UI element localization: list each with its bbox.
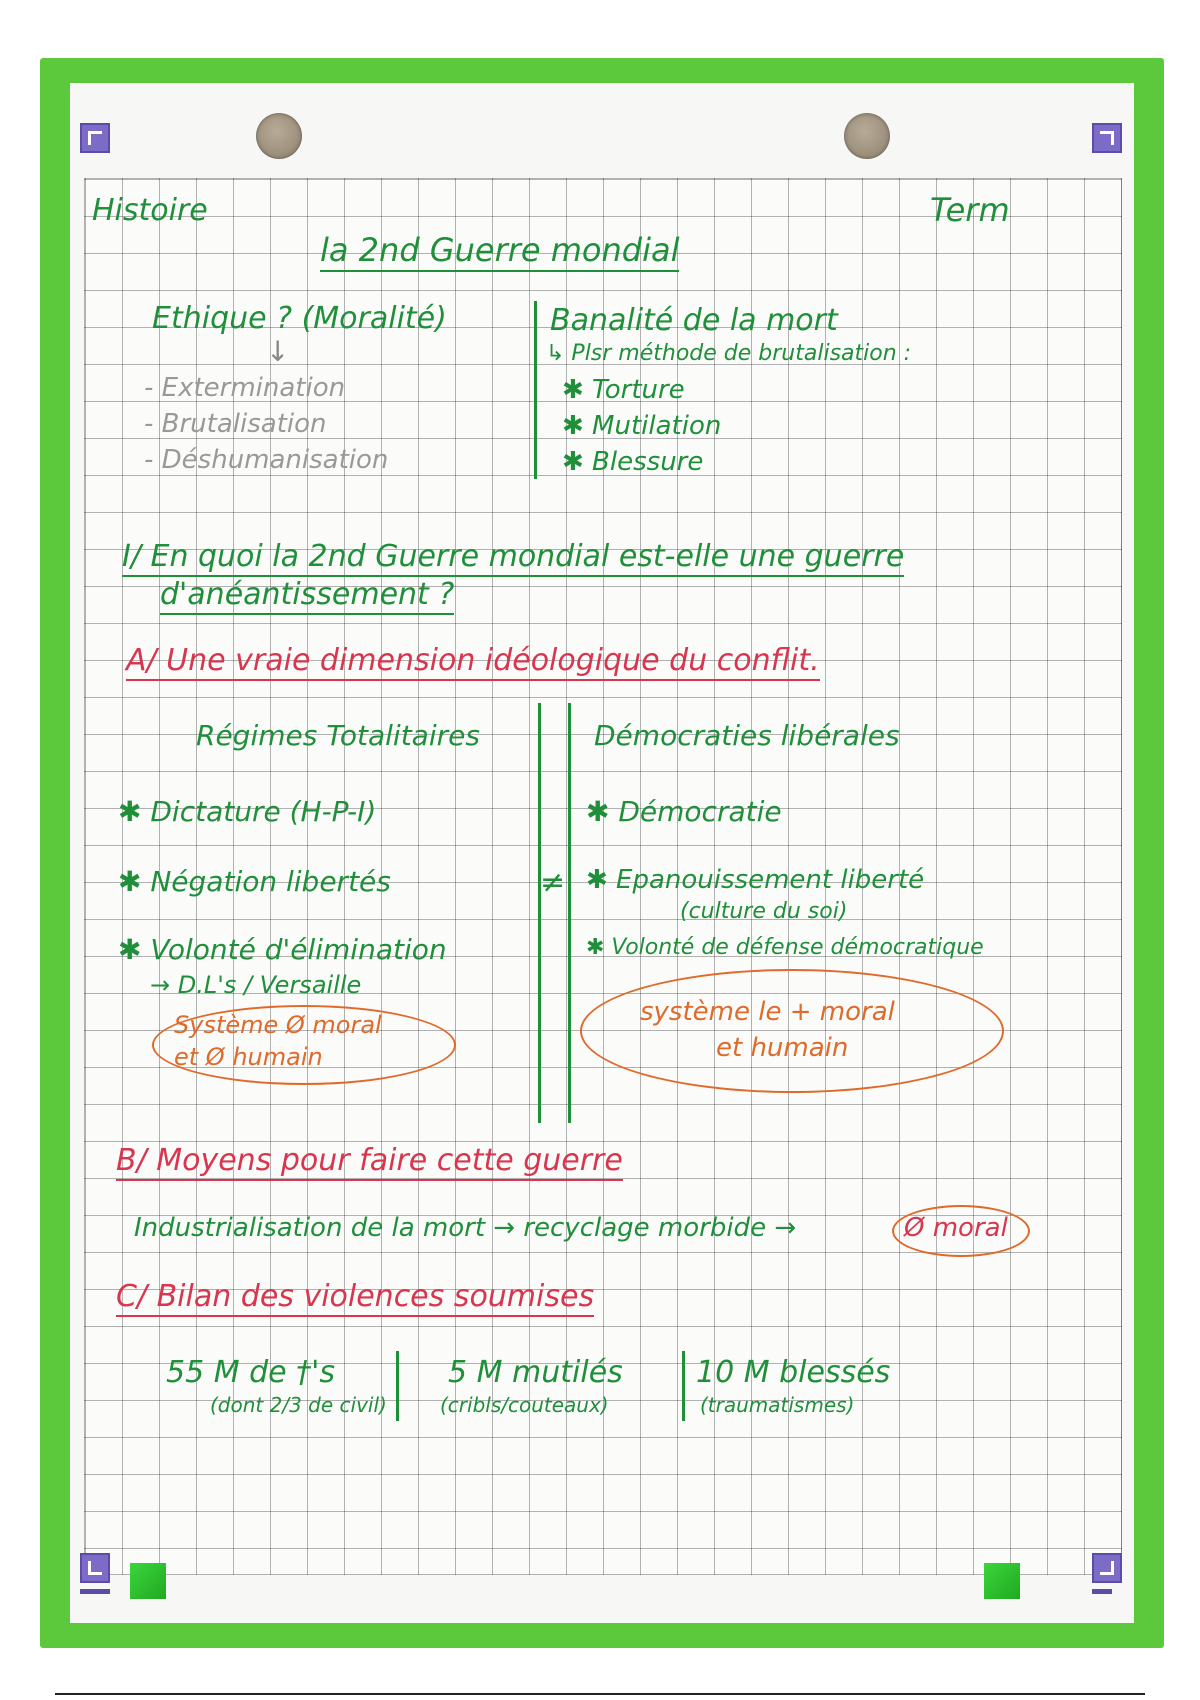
- page-title: la 2nd Guerre mondial: [320, 231, 679, 272]
- notebook-sheet-border: [40, 58, 1164, 1648]
- ethics-item: - Brutalisation: [144, 409, 327, 439]
- democracy-oval: [580, 969, 1004, 1093]
- totalitarian-header: Régimes Totalitaires: [196, 719, 480, 752]
- stat-mutilated-sub: (cribls/couteaux): [440, 1393, 609, 1417]
- comparison-divider-right: [568, 703, 571, 1123]
- section-b-line: Industrialisation de la mort → recyclage morbide →: [134, 1213, 797, 1243]
- stat-wounded: 10 M blessés: [696, 1355, 891, 1390]
- comparison-divider-left: [538, 703, 541, 1123]
- stat-deaths: 55 M de †'s: [166, 1355, 336, 1390]
- death-subheading: ↳ Plsr méthode de brutalisation :: [546, 341, 912, 366]
- stat-wounded-sub: (traumatismes): [700, 1393, 855, 1417]
- democracy-item: ✱ Volonté de défense démocratique: [586, 935, 984, 960]
- part1-title-line2: d'anéantissement ?: [160, 577, 454, 615]
- stats-divider: [682, 1351, 685, 1421]
- democracy-item: ✱ Démocratie: [586, 795, 782, 828]
- death-item: ✱ Torture: [562, 375, 685, 405]
- democracy-oval-text: et humain: [716, 1033, 849, 1063]
- corner-marker-bottom-right-icon: [1092, 1553, 1122, 1583]
- democracies-header: Démocraties libérales: [594, 719, 900, 752]
- corner-dash-left: [80, 1589, 110, 1594]
- stat-mutilated: 5 M mutilés: [448, 1355, 623, 1390]
- corner-marker-bottom-left-icon: [80, 1553, 110, 1583]
- section-b-title: B/ Moyens pour faire cette guerre: [116, 1143, 623, 1181]
- totalitarian-item: ✱ Négation libertés: [118, 865, 391, 898]
- down-arrow-icon: ↓: [266, 335, 290, 368]
- totalitarian-item: ✱ Volonté d'élimination: [118, 933, 447, 966]
- totalitarian-item: ✱ Dictature (H-P-I): [118, 795, 377, 828]
- death-item: ✱ Mutilation: [562, 411, 722, 441]
- intro-divider: [534, 301, 537, 479]
- not-equal-symbol: ≠: [540, 865, 566, 900]
- democracy-sub: (culture du soi): [680, 899, 848, 924]
- death-heading: Banalité de la mort: [550, 303, 838, 338]
- page-bottom-rule: [55, 1693, 1145, 1695]
- punch-hole-left: [256, 113, 302, 159]
- stats-divider: [396, 1351, 399, 1421]
- green-square-left-icon: [130, 1563, 166, 1599]
- section-c-title: C/ Bilan des violences soumises: [116, 1279, 594, 1317]
- circled-no-moral: Ø moral: [904, 1213, 1008, 1243]
- punch-hole-right: [844, 113, 890, 159]
- corner-marker-top-left-icon: [80, 123, 110, 153]
- ethics-heading: Ethique ? (Moralité): [152, 301, 447, 336]
- green-square-right-icon: [984, 1563, 1020, 1599]
- totalitarian-oval-text: et Ø humain: [174, 1043, 323, 1071]
- part1-title-line1: I/ En quoi la 2nd Guerre mondial est-elle une guerre: [122, 539, 904, 577]
- death-item: ✱ Blessure: [562, 447, 704, 477]
- stat-deaths-sub: (dont 2/3 de civil): [210, 1393, 387, 1417]
- section-a-title: A/ Une vraie dimension idéologique du conflit.: [126, 643, 820, 681]
- corner-dash-right: [1092, 1589, 1112, 1594]
- corner-marker-top-right-icon: [1092, 123, 1122, 153]
- democracy-item: ✱ Epanouissement liberté: [586, 865, 925, 895]
- totalitarian-note: → D.L's / Versaille: [150, 971, 362, 999]
- ethics-item: - Déshumanisation: [144, 445, 389, 475]
- democracy-oval-text: système le + moral: [640, 997, 895, 1027]
- totalitarian-oval-text: Système Ø moral: [174, 1011, 382, 1039]
- paper: [70, 83, 1134, 1623]
- level-label: Term: [930, 191, 1010, 229]
- ethics-item: - Extermination: [144, 373, 346, 403]
- subject-label: Histoire: [92, 193, 208, 228]
